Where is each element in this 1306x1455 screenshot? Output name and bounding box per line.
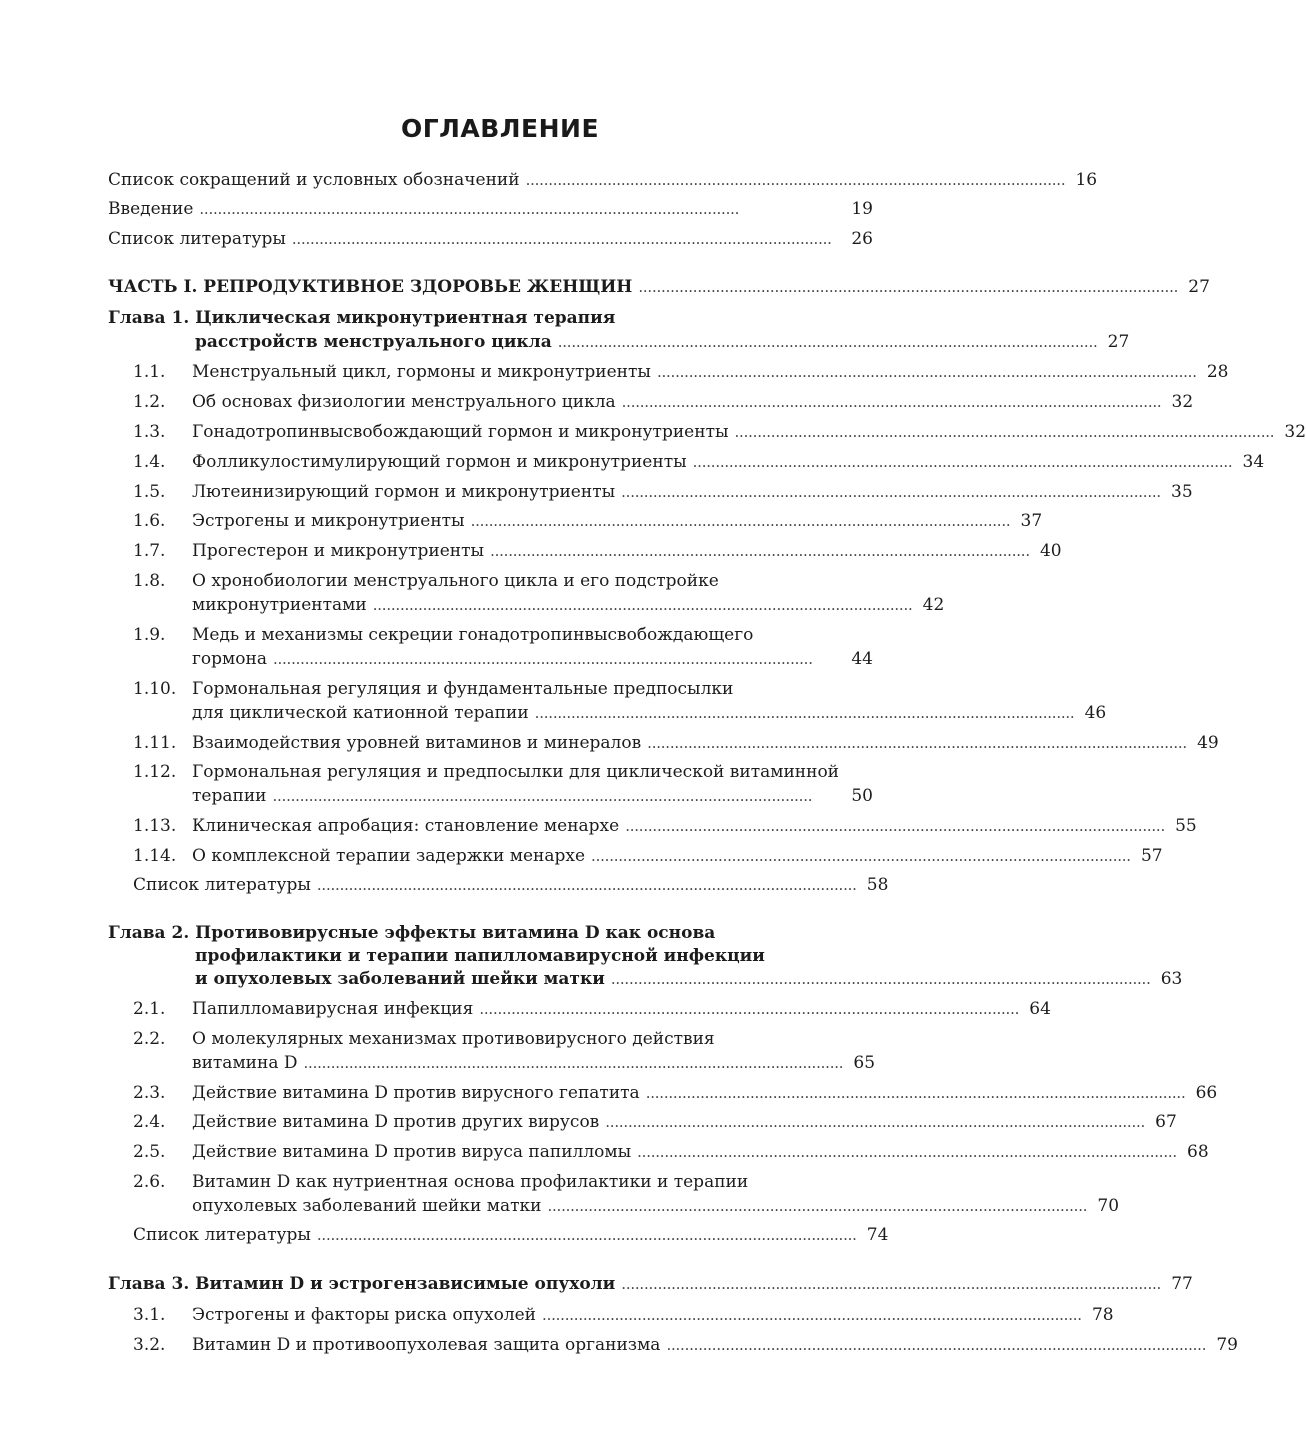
- toc-page-number: 42: [922, 595, 945, 615]
- toc-entry[interactable]: [192, 449, 1265, 475]
- toc-page-number: 32: [1284, 422, 1306, 442]
- toc-page-number: 66: [1195, 1083, 1218, 1103]
- toc-page-number: 67: [1155, 1112, 1177, 1132]
- chapter-label: Глава 3: [108, 1274, 184, 1294]
- section-number: 1.14.: [133, 846, 177, 866]
- toc-entry-text: Гонадотропинвысвобождающий гормон и микронутриенты: [192, 422, 729, 442]
- toc-page-number: 32: [1171, 392, 1194, 412]
- toc-entry[interactable]: [192, 1050, 876, 1076]
- toc-entry-text: Действие витамина D против вирусного гепатита: [192, 1083, 640, 1103]
- toc-entry[interactable]: [192, 783, 873, 809]
- toc-entry-text: Список литературы: [133, 1225, 311, 1245]
- chapter-1-heading-end[interactable]: [195, 329, 1130, 355]
- toc-page-number: 77: [1171, 1274, 1193, 1294]
- toc-entry[interactable]: [192, 592, 945, 618]
- section-number: 1.11.: [133, 733, 177, 753]
- toc-page-number: 50: [851, 786, 873, 806]
- toc-entry-text: Список литературы: [108, 229, 286, 249]
- toc-entry-introduction[interactable]: [108, 196, 873, 222]
- chapter-title-line2: профилактики и терапии папилломавирусной инфекции: [195, 946, 765, 966]
- section-number: 1.6.: [133, 511, 166, 531]
- toc-entry[interactable]: [192, 843, 1163, 869]
- toc-entry-chapter-2-references[interactable]: [133, 1222, 889, 1248]
- section-number: 1.3.: [133, 422, 166, 442]
- toc-entry[interactable]: [192, 1193, 1120, 1219]
- toc-entry[interactable]: [192, 1080, 1218, 1106]
- section-number: 2.3.: [133, 1083, 166, 1103]
- chapter-title-line1: . Циклическая микронутриентная терапия: [183, 308, 616, 328]
- section-number: 1.10.: [133, 679, 177, 699]
- toc-entry[interactable]: [192, 538, 1062, 564]
- section-number: 1.5.: [133, 482, 166, 502]
- chapter-3-heading[interactable]: [108, 1271, 1193, 1297]
- chapter-title-line2: расстройств менструального цикла: [195, 332, 552, 352]
- chapter-label: Глава 2: [108, 923, 184, 943]
- toc-page-number: 49: [1197, 733, 1219, 753]
- toc-page-number: 26: [851, 229, 873, 249]
- section-number: 1.1.: [133, 362, 166, 382]
- toc-entry[interactable]: [192, 389, 1194, 415]
- toc-entry-text: Менструальный цикл, гормоны и микронутриенты: [192, 362, 651, 382]
- section-number: 1.8.: [133, 571, 166, 591]
- toc-entry-text: терапии: [192, 786, 267, 806]
- toc-entry-text: для циклической катионной терапии: [192, 703, 529, 723]
- toc-entry-text: Действие витамина D против других вирусов: [192, 1112, 600, 1132]
- toc-entry[interactable]: [192, 1109, 1177, 1135]
- section-number: 2.5.: [133, 1142, 166, 1162]
- section-number: 2.1.: [133, 999, 166, 1019]
- section-number: 1.4.: [133, 452, 166, 472]
- toc-entry-text: Введение: [108, 199, 194, 219]
- section-number: 1.12.: [133, 762, 177, 782]
- toc-entry[interactable]: [192, 1302, 1114, 1328]
- toc-entry[interactable]: [192, 730, 1219, 756]
- toc-page-number: 57: [1140, 846, 1163, 866]
- chapter-2-heading-end[interactable]: [195, 966, 1183, 992]
- toc-page-number: 55: [1175, 816, 1197, 836]
- toc-entry-text: Фолликулостимулирующий гормон и микронутриенты: [192, 452, 687, 472]
- toc-entry[interactable]: [192, 508, 1043, 534]
- toc-page-number: 58: [866, 875, 889, 895]
- toc-entry-text-line1: Гормональная регуляция и фундаментальные предпосылки: [192, 679, 734, 699]
- toc-entry[interactable]: [192, 479, 1193, 505]
- page-title: ОГЛАВЛЕНИЕ: [400, 114, 600, 143]
- section-number: 2.4.: [133, 1112, 166, 1132]
- toc-entry[interactable]: [192, 996, 1051, 1022]
- toc-entry-abbreviations[interactable]: [108, 167, 1098, 193]
- toc-entry-text: витамина D: [192, 1053, 298, 1073]
- toc-page-number: 46: [1084, 703, 1107, 723]
- toc-page-number: 79: [1216, 1335, 1238, 1355]
- toc-entry-text: Эстрогены и микронутриенты: [192, 511, 465, 531]
- toc-entry[interactable]: [192, 700, 1107, 726]
- toc-page-number: 35: [1171, 482, 1193, 502]
- toc-entry-text-line1: Гормональная регуляция и предпосылки для циклической витаминной: [192, 762, 840, 782]
- toc-entry-text: Список литературы: [133, 875, 311, 895]
- toc-page-number: 37: [1020, 511, 1043, 531]
- chapter-title-line3: и опухолевых заболеваний шейки матки: [195, 969, 605, 989]
- toc-entry[interactable]: [192, 419, 1306, 445]
- chapter-title-line1: . Противовирусные эффекты витамина D как основа: [183, 923, 716, 943]
- toc-entry[interactable]: [192, 1139, 1209, 1165]
- toc-page-number: 44: [851, 649, 873, 669]
- toc-entry-text: Об основах физиологии менструального цикла: [192, 392, 616, 412]
- toc-entry-text-line1: О хронобиологии менструального цикла и его подстройке: [192, 571, 719, 591]
- toc-page-number: 16: [1075, 170, 1098, 190]
- toc-page-number: 78: [1091, 1305, 1114, 1325]
- section-number: 1.2.: [133, 392, 166, 412]
- chapter-title-line1: . Витамин D и эстрогензависимые опухоли: [183, 1274, 616, 1294]
- part-label: ЧАСТЬ I: [108, 277, 192, 297]
- section-number: 1.9.: [133, 625, 166, 645]
- toc-entry-text: Клиническая апробация: становление менархе: [192, 816, 620, 836]
- toc-page-number: 28: [1206, 362, 1229, 382]
- toc-entry[interactable]: [192, 1332, 1238, 1358]
- toc-page-number: 65: [853, 1053, 876, 1073]
- toc-page-number: 74: [866, 1225, 889, 1245]
- toc-entry-text: Эстрогены и факторы риска опухолей: [192, 1305, 537, 1325]
- toc-page-number: 19: [851, 199, 873, 219]
- section-number: 3.2.: [133, 1335, 166, 1355]
- chapter-label: Глава 1: [108, 308, 184, 328]
- toc-entry-text: Лютеинизирующий гормон и микронутриенты: [192, 482, 616, 502]
- toc-page-number: 70: [1097, 1196, 1120, 1216]
- toc-page-number: 40: [1039, 541, 1062, 561]
- section-number: 2.2.: [133, 1029, 166, 1049]
- toc-entry-text: Витамин D и противоопухолевая защита организма: [192, 1335, 661, 1355]
- toc-entry-text-line1: Витамин D как нутриентная основа профилактики и терапии: [192, 1172, 749, 1192]
- toc-page-number: 27: [1188, 277, 1210, 297]
- toc-entry-text: Прогестерон и микронутриенты: [192, 541, 485, 561]
- toc-entry-text: Взаимодействия уровней витаминов и минералов: [192, 733, 642, 753]
- toc-entry[interactable]: [192, 646, 873, 672]
- toc-page-number: 27: [1107, 332, 1130, 352]
- toc-part-1[interactable]: [108, 274, 1210, 300]
- part-title: . РЕПРОДУКТИВНОЕ ЗДОРОВЬЕ ЖЕНЩИН: [191, 277, 633, 297]
- chapter-1-heading[interactable]: [108, 305, 615, 331]
- toc-page-number: 34: [1242, 452, 1265, 472]
- section-number: 2.6.: [133, 1172, 166, 1192]
- toc-entry-text: Действие витамина D против вируса папилломы: [192, 1142, 632, 1162]
- toc-entry-text: О комплексной терапии задержки менархе: [192, 846, 586, 866]
- toc-entry-text-line1: Медь и механизмы секреции гонадотропинвысвобождающего: [192, 625, 754, 645]
- section-number: 1.7.: [133, 541, 166, 561]
- toc-entry-text: Список сокращений и условных обозначений: [108, 170, 520, 190]
- toc-entry-text: гормона: [192, 649, 267, 669]
- section-number: 1.13.: [133, 816, 177, 836]
- toc-entry-references[interactable]: [108, 226, 873, 252]
- toc-entry-text: Папилломавирусная инфекция: [192, 999, 474, 1019]
- toc-entry-text: микронутриентами: [192, 595, 367, 615]
- section-number: 3.1.: [133, 1305, 166, 1325]
- toc-entry-chapter-1-references[interactable]: [133, 872, 889, 898]
- toc-entry[interactable]: [192, 813, 1197, 839]
- toc-entry-text-line1: О молекулярных механизмах противовирусного действия: [192, 1029, 715, 1049]
- toc-page-number: 63: [1160, 969, 1183, 989]
- toc-page-number: 64: [1029, 999, 1051, 1019]
- toc-page-number: 68: [1187, 1142, 1209, 1162]
- toc-entry-text: опухолевых заболеваний шейки матки: [192, 1196, 542, 1216]
- toc-entry[interactable]: [192, 359, 1229, 385]
